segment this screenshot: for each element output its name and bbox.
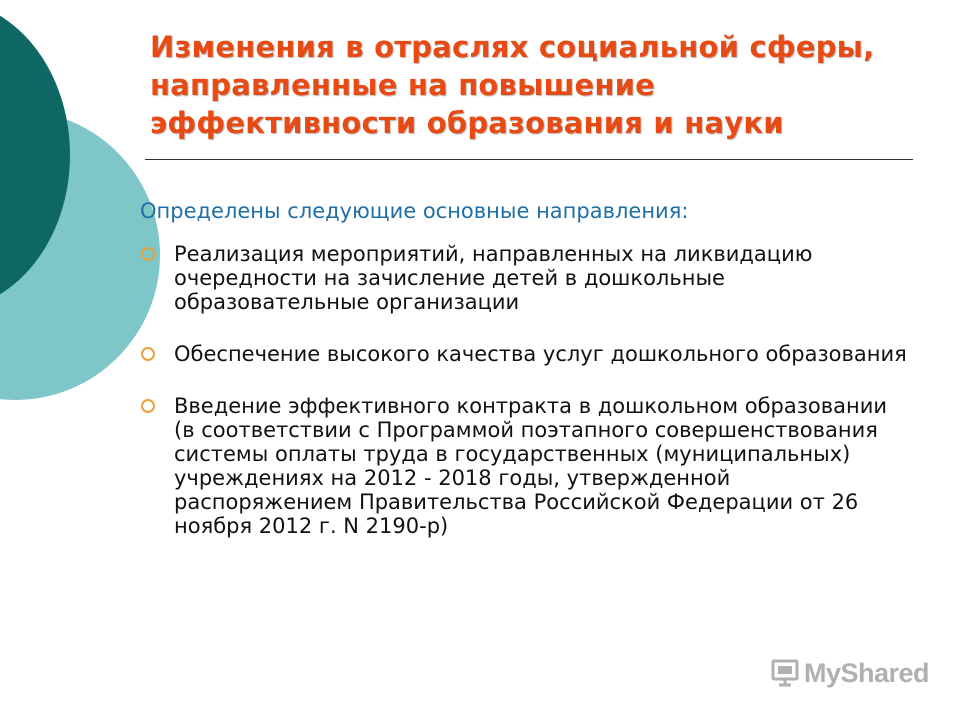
title-divider xyxy=(145,159,913,160)
watermark-text: MyShared xyxy=(804,657,930,688)
list-item xyxy=(140,242,910,314)
list-item xyxy=(140,342,910,366)
list-item xyxy=(140,394,910,538)
bullet-circle-icon xyxy=(141,247,155,261)
slide-subtitle: Определены следующие основные направления: xyxy=(140,199,689,223)
bullet-circle-icon xyxy=(141,347,155,361)
list-item-text: Введение эффективного контракта в дошкольном образовании (в соответствии с Программой поэтапного совершенствования системы оплаты труда в государственных (муниципальных) учреждениях на 2012 - 2018 годы, утвержденной распоряжением Правительства Российской Федерации от 26 ноября 2012 г. N 2190-р) xyxy=(174,394,888,538)
list-item-text: Обеспечение высокого качества услуг дошкольного образования xyxy=(174,342,907,366)
bullet-list xyxy=(140,242,910,566)
bullet-circle-icon xyxy=(141,399,155,413)
projector-screen-icon xyxy=(770,658,800,688)
slide-title: Изменения в отраслях социальной сферы, направленные на повышение эффективности образования и науки xyxy=(150,30,875,140)
list-item-text: Реализация мероприятий, направленных на ликвидацию очередности на зачисление детей в дошкольные образовательные организации xyxy=(174,242,813,314)
watermark-logo xyxy=(770,655,929,691)
